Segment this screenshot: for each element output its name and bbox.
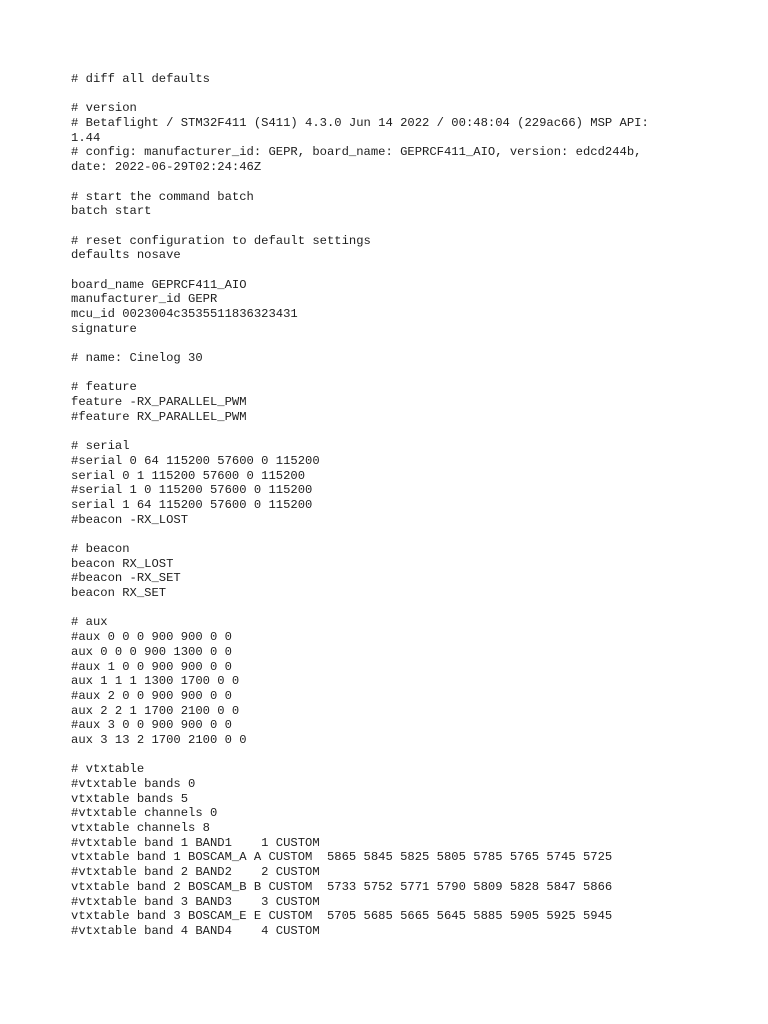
command-line: batch start bbox=[71, 204, 152, 219]
comment-line: #vtxtable band 1 BAND1 1 CUSTOM bbox=[71, 835, 320, 850]
command-line: aux 0 0 0 900 1300 0 0 bbox=[71, 644, 232, 659]
blank-line bbox=[71, 425, 731, 440]
comment-line: #vtxtable band 4 BAND4 4 CUSTOM bbox=[71, 923, 320, 938]
command-line: serial 0 1 115200 57600 0 115200 bbox=[71, 468, 306, 483]
comment-line: # Betaflight / STM32F411 (S411) 4.3.0 Jun 14 2022 / 00:48:04 (229ac66) MSP API: bbox=[71, 116, 649, 131]
command-line: vtxtable band 1 BOSCAM_A A CUSTOM 5865 5845 5825 5805 5785 5765 5745 5725 bbox=[71, 850, 613, 865]
blank-line bbox=[71, 601, 731, 616]
comment-line: #aux 2 0 0 900 900 0 0 bbox=[71, 688, 232, 703]
comment-line: # name: Cinelog 30 bbox=[71, 351, 203, 366]
comment-line: #feature RX_PARALLEL_PWM bbox=[71, 409, 247, 424]
comment-line: #serial 0 64 115200 57600 0 115200 bbox=[71, 453, 320, 468]
comment-line: #serial 1 0 115200 57600 0 115200 bbox=[71, 483, 313, 498]
blank-line bbox=[71, 336, 731, 351]
command-line: mcu_id 0023004c3535511836323431 bbox=[71, 307, 298, 321]
blank-line bbox=[71, 748, 731, 763]
command-line: serial 1 64 115200 57600 0 115200 bbox=[71, 497, 313, 512]
command-line: board_name GEPRCF411_AIO bbox=[71, 277, 247, 292]
comment-line: # config: manufacturer_id: GEPR, board_name: GEPRCF411_AIO, version: edcd244b, bbox=[71, 145, 642, 160]
comment-line: # diff all defaults bbox=[71, 72, 210, 86]
comment-line: # vtxtable bbox=[71, 762, 145, 777]
comment-line: # reset configuration to default settings bbox=[71, 233, 371, 248]
command-line: vtxtable channels 8 bbox=[71, 821, 210, 836]
command-line: feature -RX_PARALLEL_PWM bbox=[71, 395, 247, 410]
comment-line: # version bbox=[71, 101, 137, 116]
command-line: vtxtable band 3 BOSCAM_E E CUSTOM 5705 5685 5665 5645 5885 5905 5925 5945 bbox=[71, 909, 613, 924]
command-line: signature bbox=[71, 321, 137, 336]
comment-line: # beacon bbox=[71, 542, 130, 556]
comment-line: # serial bbox=[71, 439, 130, 454]
command-line: 1.44 bbox=[71, 130, 101, 145]
blank-line bbox=[71, 87, 731, 102]
command-line: manufacturer_id GEPR bbox=[71, 292, 218, 307]
comment-line: #beacon -RX_LOST bbox=[71, 512, 189, 527]
comment-line: #aux 0 0 0 900 900 0 0 bbox=[71, 630, 232, 645]
command-line: vtxtable bands 5 bbox=[71, 791, 189, 806]
command-line: vtxtable band 2 BOSCAM_B B CUSTOM 5733 5752 5771 5790 5809 5828 5847 5866 bbox=[71, 879, 613, 894]
comment-line: #aux 3 0 0 900 900 0 0 bbox=[71, 718, 232, 733]
comment-line: # aux bbox=[71, 615, 108, 630]
blank-line bbox=[71, 366, 731, 381]
command-line: aux 3 13 2 1700 2100 0 0 bbox=[71, 732, 247, 747]
command-line: beacon RX_LOST bbox=[71, 556, 174, 571]
blank-line bbox=[71, 263, 731, 278]
command-line: defaults nosave bbox=[71, 248, 181, 263]
command-line: beacon RX_SET bbox=[71, 586, 167, 601]
blank-line bbox=[71, 527, 731, 542]
comment-line: #aux 1 0 0 900 900 0 0 bbox=[71, 659, 232, 674]
cli-diff-text bbox=[71, 72, 731, 939]
comment-line: #beacon -RX_SET bbox=[71, 571, 181, 586]
comment-line: # start the command batch bbox=[71, 189, 254, 204]
comment-line: #vtxtable band 2 BAND2 2 CUSTOM bbox=[71, 865, 320, 880]
command-line: aux 2 2 1 1700 2100 0 0 bbox=[71, 703, 240, 718]
comment-line: #vtxtable bands 0 bbox=[71, 777, 196, 791]
command-line: date: 2022-06-29T02:24:46Z bbox=[71, 160, 262, 175]
command-line: aux 1 1 1 1300 1700 0 0 bbox=[71, 674, 240, 689]
comment-line: #vtxtable band 3 BAND3 3 CUSTOM bbox=[71, 894, 320, 909]
comment-line: # feature bbox=[71, 380, 137, 395]
comment-line: #vtxtable channels 0 bbox=[71, 806, 218, 821]
blank-line bbox=[71, 175, 731, 190]
blank-line bbox=[71, 219, 731, 234]
